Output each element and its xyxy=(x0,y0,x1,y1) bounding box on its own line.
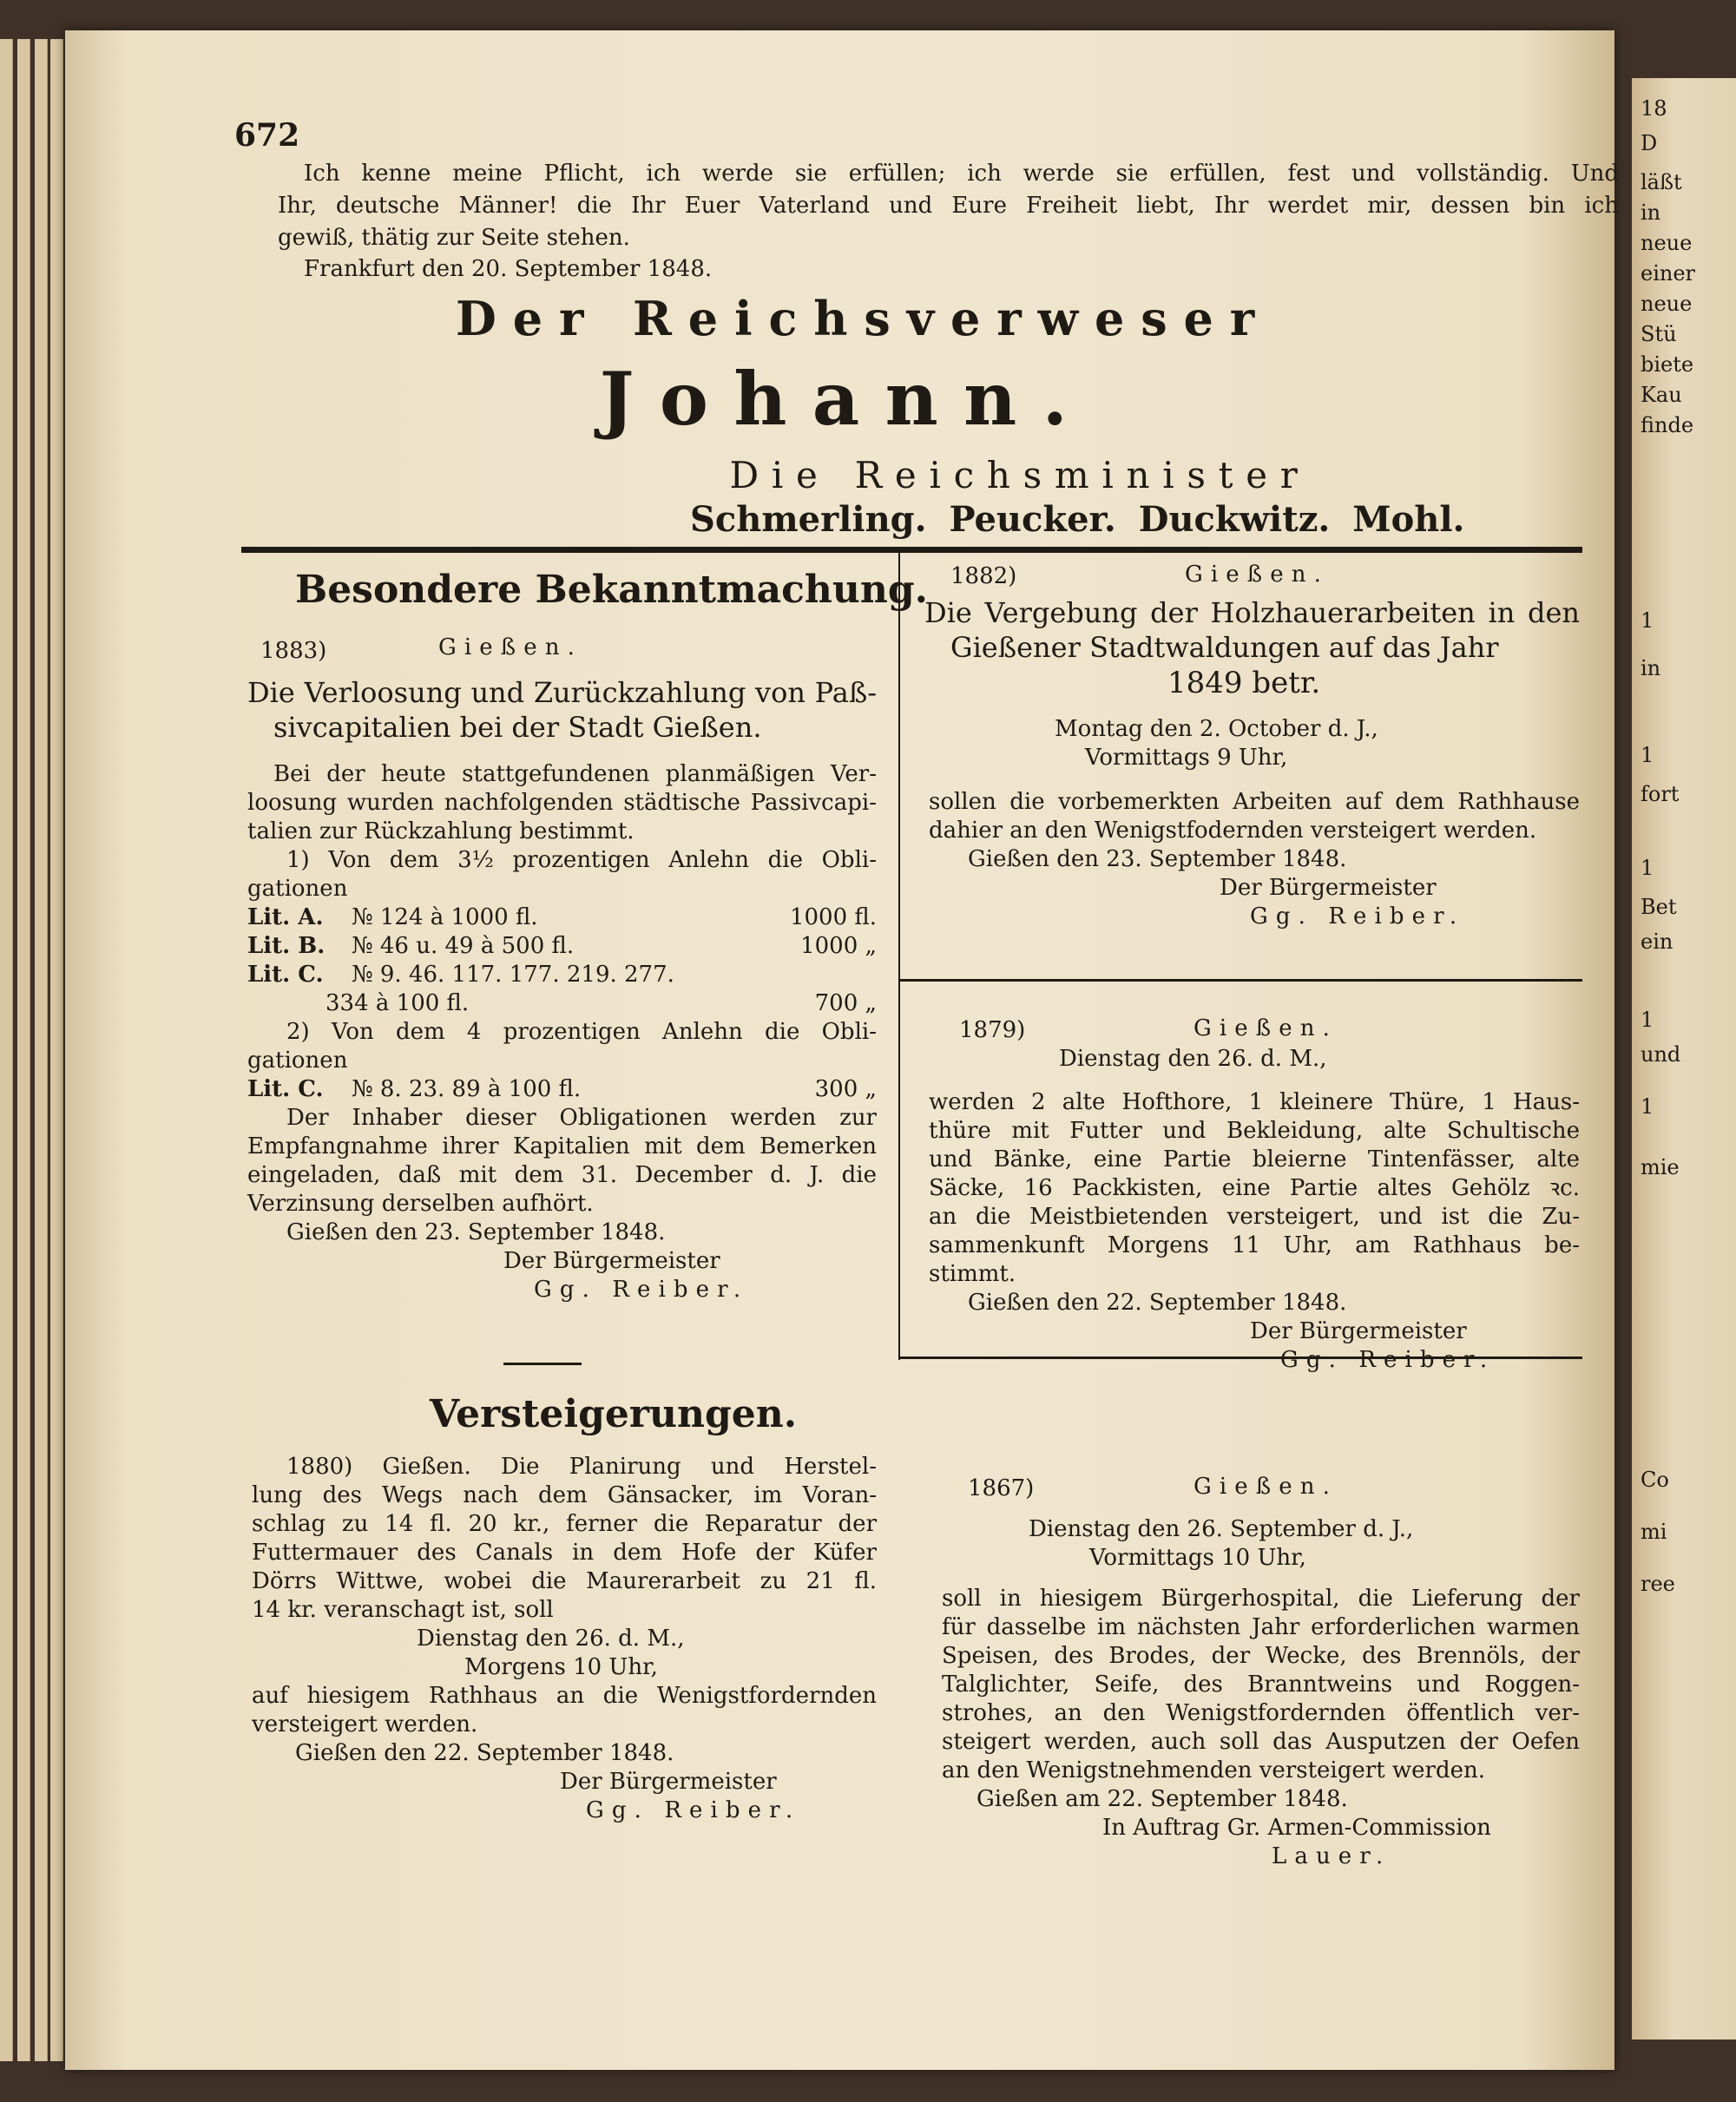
notice-text: an die Meistbietenden versteigert, und ist die Zu- xyxy=(929,1204,1580,1230)
facing-page-fragment: Stü xyxy=(1641,322,1677,346)
notice-number: 1883) xyxy=(260,638,327,664)
facing-page-fragment: mie xyxy=(1641,1155,1680,1179)
document-page xyxy=(65,30,1619,2070)
notice-time: Vormittags 10 Uhr, xyxy=(1089,1545,1306,1571)
notice-text: strohes, an den Wenigstfordernden öffentlich ver- xyxy=(942,1700,1580,1726)
facing-page-fragment: Bet xyxy=(1641,895,1677,919)
facing-page-fragment: D xyxy=(1641,131,1658,155)
notice-text: für dasselbe im nächsten Jahr erforderlichen warmen xyxy=(942,1614,1580,1640)
notice-place: Gießen. xyxy=(438,634,582,660)
notice-text: werden 2 alte Hofthore, 1 kleinere Thüre, 1 Haus- xyxy=(929,1089,1580,1115)
notice-date: Gießen den 23. September 1848. xyxy=(286,1219,666,1245)
notice-text: loosung wurden nachfolgenden städtische Passivcapi- xyxy=(247,790,877,816)
notice-text: lung des Wegs nach dem Gänsacker, im Voran- xyxy=(252,1482,877,1508)
notice-text: gationen xyxy=(247,876,348,902)
facing-page-fragment: biete xyxy=(1641,352,1694,377)
notice-text: soll in hiesigem Bürgerhospital, die Lieferung der xyxy=(942,1586,1580,1612)
notice-text: talien zur Rückzahlung bestimmt. xyxy=(247,818,635,844)
signer-title: In Auftrag Gr. Armen-Commission xyxy=(1102,1815,1491,1841)
proclamation-place-date: Frankfurt den 20. September 1848. xyxy=(304,256,713,282)
notice-text: Speisen, des Brodes, der Wecke, des Brennöls, der xyxy=(942,1643,1580,1669)
notice-date: Gießen den 23. September 1848. xyxy=(968,846,1347,872)
facing-page-fragment: 1 xyxy=(1641,743,1654,767)
notice-place: Gießen. xyxy=(1185,562,1329,588)
signer-title: Der Bürgermeister xyxy=(1250,1318,1467,1344)
notice-text: an den Wenigstnehmenden versteigert werden. xyxy=(942,1757,1486,1783)
notice-text: 1880) Gießen. Die Planirung und Herstel- xyxy=(286,1454,877,1480)
page-edges xyxy=(0,39,13,2061)
proclamation-line: Ich kenne meine Pflicht, ich werde sie erfüllen; ich werde sie erfüllen, fest und vollständig. Und xyxy=(304,161,1619,187)
facing-page-fragment: Kau xyxy=(1641,383,1682,407)
facing-page-fragment: Co xyxy=(1641,1468,1669,1492)
notice-place: Gießen. xyxy=(1194,1015,1338,1041)
lit-amount: 300 „ xyxy=(814,1076,877,1102)
facing-page-fragment: 1 xyxy=(1641,1094,1654,1119)
notice-heading: 1849 betr. xyxy=(1167,666,1321,700)
notice-text: versteigert werden. xyxy=(252,1711,478,1737)
facing-page-fragment: ree xyxy=(1641,1572,1675,1596)
notice-number: 1867) xyxy=(968,1475,1035,1501)
proclamation-name: Johann. xyxy=(599,356,1094,442)
lit-text: № 124 à 1000 fl. xyxy=(352,904,538,930)
lit-text: 334 à 100 fl. xyxy=(326,990,470,1016)
facing-page-fragment: 1 xyxy=(1641,856,1654,880)
notice-text: Dörrs Wittwe, wobei die Maurerarbeit zu 21 fl. xyxy=(252,1568,877,1594)
signer-name: Gg. Reiber. xyxy=(586,1797,801,1823)
notice-heading: Die Verloosung und Zurückzahlung von Paß- xyxy=(247,676,877,709)
facing-page-fragment: einer xyxy=(1641,261,1696,286)
facing-page-fragment: finde xyxy=(1641,413,1694,437)
lit-text: № 46 u. 49 à 500 fl. xyxy=(352,933,575,959)
notice-date: Gießen den 22. September 1848. xyxy=(295,1740,674,1766)
facing-page-fragment: fort xyxy=(1641,782,1680,806)
notice-text: steigert werden, auch soll das Ausputzen der Oefen xyxy=(942,1729,1580,1755)
proclamation-line: gewiß, thätig zur Seite stehen. xyxy=(278,225,630,251)
notice-day: Dienstag den 26. September d. J., xyxy=(1029,1516,1414,1542)
lit-amount: 1000 fl. xyxy=(789,904,877,930)
notice-divider xyxy=(900,979,1582,982)
notice-heading: Gießener Stadtwaldungen auf das Jahr xyxy=(950,631,1499,664)
facing-page-fragment: 18 xyxy=(1641,96,1667,121)
notice-text: 1) Von dem 3½ prozentigen Anlehn die Obli- xyxy=(286,847,877,873)
facing-page-fragment: läßt xyxy=(1641,170,1682,194)
notice-date: Gießen den 22. September 1848. xyxy=(968,1290,1347,1316)
notice-text: und Bänke, eine Partie bleierne Tintenfässer, alte xyxy=(929,1146,1580,1173)
signer-title: Der Bürgermeister xyxy=(560,1769,777,1795)
page-edges xyxy=(17,39,30,2061)
short-rule xyxy=(503,1363,582,1365)
signer-name: Lauer. xyxy=(1272,1843,1391,1869)
facing-page-fragment: ein xyxy=(1641,929,1674,954)
ministers-title: Die Reichsminister xyxy=(729,454,1311,496)
notice-text: Bei der heute stattgefundenen planmäßigen Ver- xyxy=(273,761,877,787)
notice-text: gationen xyxy=(247,1048,348,1074)
notice-text: dahier an den Wenigstfodernden versteigert werden. xyxy=(929,818,1537,844)
notice-text: stimmt. xyxy=(929,1261,1016,1287)
signer-name: Gg. Reiber. xyxy=(534,1277,749,1303)
notice-text: schlag zu 14 fl. 20 kr., ferner die Reparatur der xyxy=(252,1511,877,1537)
notice-heading: sivcapitalien bei der Stadt Gießen. xyxy=(273,711,762,744)
signer-title: Der Bürgermeister xyxy=(1220,875,1437,901)
notice-text: sammenkunft Morgens 11 Uhr, am Rathhaus be- xyxy=(929,1232,1580,1258)
signer-name: Gg. Reiber. xyxy=(1280,1347,1496,1373)
lit-text: № 8. 23. 89 à 100 fl. xyxy=(352,1076,582,1102)
page-edges xyxy=(50,39,63,2061)
lit-text: № 9. 46. 117. 177. 219. 277. xyxy=(352,962,674,988)
lit-amount: 700 „ xyxy=(814,990,877,1016)
notice-text: Futtermauer des Canals in dem Hofe der Küfer xyxy=(252,1540,877,1566)
notice-text: 14 kr. veranschagt ist, soll xyxy=(252,1597,554,1623)
notice-text: thüre mit Futter und Bekleidung, alte Schultische xyxy=(929,1118,1580,1144)
lit-label: Lit. B. xyxy=(247,933,326,959)
notice-number: 1879) xyxy=(959,1017,1026,1043)
facing-page-fragment: in xyxy=(1641,656,1661,680)
section-rule xyxy=(241,547,1582,553)
signer-title: Der Bürgermeister xyxy=(503,1248,720,1274)
notice-time: Morgens 10 Uhr, xyxy=(464,1654,658,1680)
facing-page-fragment: in xyxy=(1641,200,1661,225)
facing-page-fragment: mi xyxy=(1641,1520,1667,1544)
notice-text: Säcke, 16 Packkisten, eine Partie altes Gehölz ꝛc. xyxy=(929,1175,1580,1201)
facing-page-fragment: neue xyxy=(1641,292,1693,316)
lit-amount: 1000 „ xyxy=(800,933,877,959)
lit-label: Lit. A. xyxy=(247,904,324,930)
notice-text: Der Inhaber dieser Obligationen werden zur xyxy=(286,1105,877,1131)
notice-text: sollen die vorbemerkten Arbeiten auf dem Rathhause xyxy=(929,789,1580,815)
proclamation-title: Der Reichsverweser xyxy=(456,291,1272,346)
lit-label: Lit. C. xyxy=(247,962,324,988)
facing-page-fragment: 1 xyxy=(1641,1008,1654,1032)
notice-number: 1882) xyxy=(950,563,1017,589)
facing-page-edge xyxy=(1632,78,1736,2040)
notice-date: Gießen am 22. September 1848. xyxy=(976,1786,1348,1812)
section-title: Besondere Bekanntmachung. xyxy=(295,568,928,612)
notice-text: Empfangnahme ihrer Kapitalien mit dem Bemerken xyxy=(247,1133,877,1159)
facing-page-fragment: neue xyxy=(1641,231,1693,255)
signer-name: Gg. Reiber. xyxy=(1250,903,1465,929)
ministers-names: Schmerling. Peucker. Duckwitz. Mohl. xyxy=(690,499,1465,540)
notice-place: Gießen. xyxy=(1194,1474,1338,1500)
notice-day: Montag den 2. October d. J., xyxy=(1055,716,1378,742)
notice-time: Vormittags 9 Uhr, xyxy=(1085,745,1288,771)
section-title: Versteigerungen. xyxy=(430,1392,798,1436)
notice-day: Dienstag den 26. d. M., xyxy=(417,1626,685,1652)
facing-page-fragment: 1 xyxy=(1641,608,1654,633)
column-divider xyxy=(898,553,900,1360)
notice-day: Dienstag den 26. d. M., xyxy=(1059,1046,1327,1072)
page-number: 672 xyxy=(234,117,300,154)
notice-text: 2) Von dem 4 prozentigen Anlehn die Obli- xyxy=(286,1019,877,1045)
notice-text: Verzinsung derselben aufhört. xyxy=(247,1191,594,1217)
notice-text: auf hiesigem Rathhaus an die Wenigstfordernden xyxy=(252,1683,877,1709)
lit-label: Lit. C. xyxy=(247,1076,324,1102)
notice-text: Talglichter, Seife, des Branntweins und Roggen- xyxy=(942,1672,1580,1698)
facing-page-fragment: und xyxy=(1641,1042,1681,1067)
page-edges xyxy=(35,39,48,2061)
notice-heading: Die Vergebung der Holzhauerarbeiten in den xyxy=(924,596,1580,629)
proclamation-line: Ihr, deutsche Männer! die Ihr Euer Vaterland und Eure Freiheit liebt, Ihr werdet mir, dessen bin ich xyxy=(278,193,1619,219)
notice-text: eingeladen, daß mit dem 31. December d. J. die xyxy=(247,1162,877,1188)
